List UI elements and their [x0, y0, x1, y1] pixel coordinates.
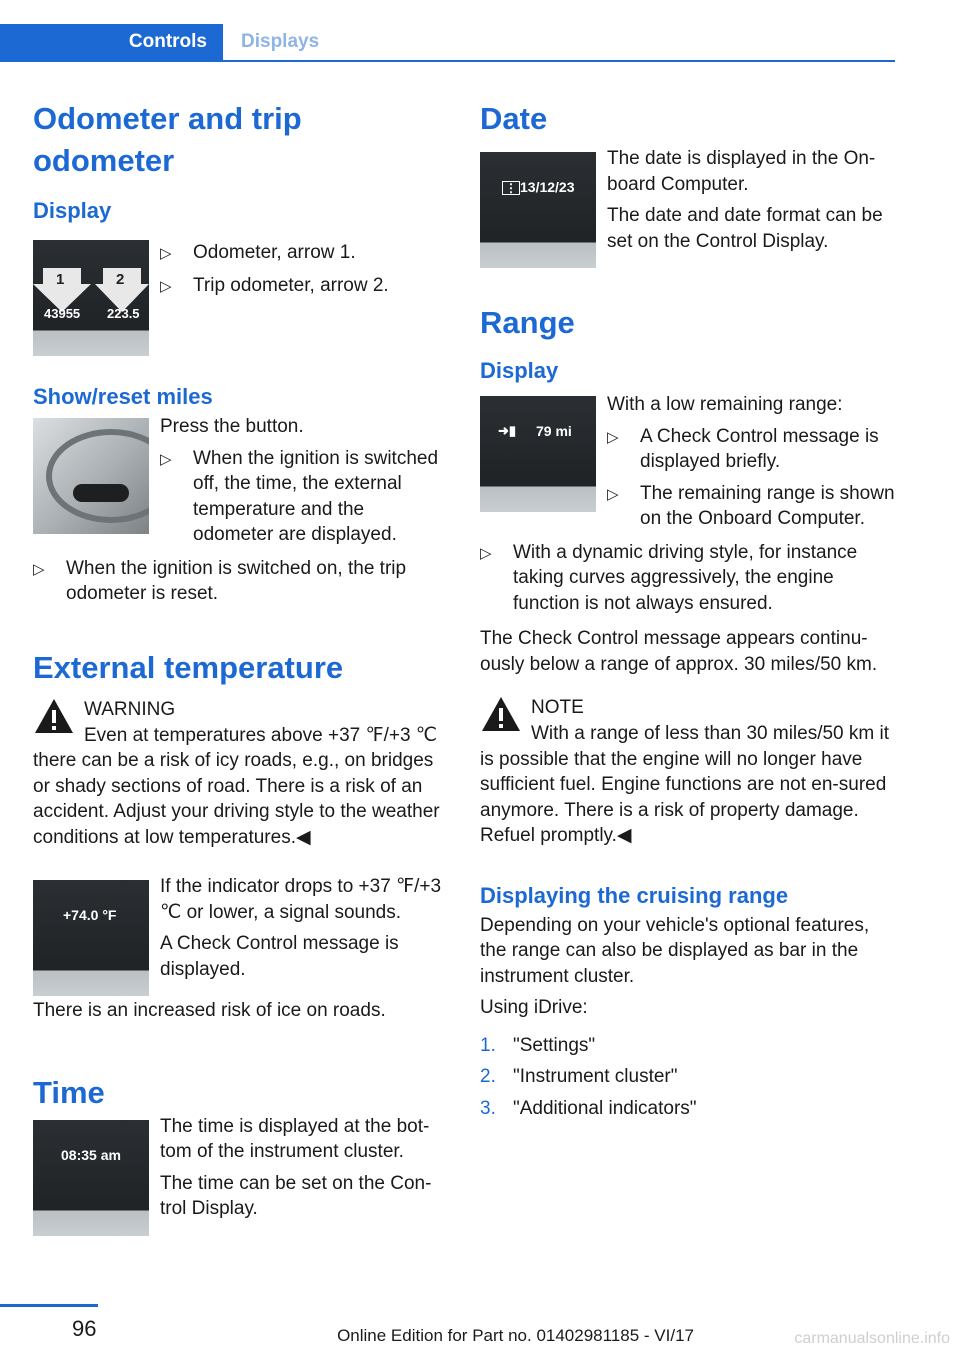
- note-label: NOTE: [531, 697, 584, 718]
- cruising-range-heading: Displaying the cruising range: [480, 882, 789, 908]
- warning-icon: [33, 697, 75, 735]
- triangle-bullet-icon: ▷: [160, 277, 172, 295]
- odometer-display-subheading: Display: [33, 198, 112, 223]
- header-bar: [0, 24, 895, 62]
- step-number: 2.: [480, 1066, 496, 1087]
- odometer-arrows-icon: [33, 256, 149, 336]
- cruising-para-1: Depending on your vehicle's optional features, the range can also be displayed as bar in the instrument cluster.: [480, 914, 870, 987]
- temperature-para-2: A Check Control message is displayed.: [160, 933, 399, 980]
- right-column: [480, 98, 898, 1127]
- show-reset-heading: Show/reset miles: [33, 384, 213, 409]
- temperature-image: [33, 880, 149, 996]
- range-intro: With a low remaining range:: [607, 394, 843, 415]
- triangle-bullet-icon: ▷: [480, 544, 492, 562]
- list-item: [480, 540, 898, 617]
- list-item: [607, 481, 898, 532]
- list-item-text: A Check Control message is displayed briefly.: [640, 425, 879, 472]
- list-item-text: Odometer, arrow 1.: [193, 242, 356, 263]
- range-display-subheading: Display: [480, 358, 559, 383]
- list-item: [160, 446, 448, 548]
- odometer-value: 43955: [44, 306, 81, 321]
- time-image: [33, 1120, 149, 1236]
- temperature-para-1: If the indicator drops to +37 ℉/+3 ℃ or lower, a signal sounds.: [160, 876, 442, 923]
- watermark: carmanualsonline.info: [794, 1330, 950, 1347]
- reset-button-icon: [33, 418, 149, 534]
- range-para: The Check Control message appears continu‐ously below a range of approx. 30 miles/50 km.: [480, 628, 878, 675]
- step-text: "Settings": [513, 1034, 596, 1056]
- list-item: [160, 273, 448, 300]
- date-para-2: The date and date format can be set on the Control Display.: [607, 205, 883, 252]
- range-text: [607, 392, 898, 538]
- edition-text: Online Edition for Part no. 01402981185 - VI/17: [337, 1326, 694, 1345]
- step-number: 1.: [480, 1034, 496, 1056]
- list-item-text: The remaining range is shown on the Onboard Computer.: [640, 482, 895, 529]
- date-block: [480, 148, 898, 268]
- triangle-bullet-icon: ▷: [607, 485, 619, 503]
- cruising-steps: [480, 1033, 898, 1122]
- show-reset-text: [160, 414, 448, 554]
- list-item: [33, 556, 448, 607]
- note-text: With a range of less than 30 miles/50 km it is possible that the engine will no longer have sufficient fuel. Engine functions are not en‐sured anymore. There is a risk of property damage. Refuel promptly.◀: [480, 723, 889, 846]
- odometer-block: [33, 240, 448, 356]
- time-text: [160, 1114, 448, 1236]
- list-item: [480, 1064, 898, 1090]
- time-readout: 08:35 am: [61, 1146, 121, 1163]
- list-item-text: When the ignition is switched on, the trip odometer is reset.: [66, 557, 407, 604]
- temperature-readout: +74.0 °F: [63, 907, 117, 923]
- step-number: 3.: [480, 1097, 496, 1119]
- tab-controls[interactable]: Controls: [0, 24, 223, 60]
- triangle-bullet-icon: ▷: [33, 560, 45, 578]
- range-readout: 79 mi: [536, 423, 572, 439]
- temperature-para-3: There is an increased risk of ice on roads.: [33, 1000, 386, 1021]
- time-para-1: The time is displayed at the bot‐tom of the instrument cluster.: [160, 1115, 430, 1162]
- odometer-arrow-1-label: 1: [56, 271, 65, 288]
- tab-displays[interactable]: Displays: [241, 31, 320, 52]
- external-temp-heading: External temperature: [33, 649, 344, 685]
- date-text: [607, 146, 898, 268]
- range-heading: Range: [480, 305, 575, 340]
- odometer-arrow-2-label: 2: [116, 271, 125, 288]
- list-item-text: With a dynamic driving style, for instance taking curves aggressively, the engine function is not always ensured.: [513, 541, 858, 614]
- left-column: [33, 98, 448, 1236]
- triangle-bullet-icon: ▷: [160, 450, 172, 468]
- range-outer-list: [480, 540, 898, 617]
- warning-block: [33, 697, 448, 851]
- page-number: 96: [72, 1316, 97, 1341]
- list-item: [160, 240, 448, 267]
- date-heading: Date: [480, 101, 548, 136]
- time-para-2: The time can be set on the Con‐trol Display.: [160, 1172, 432, 1219]
- range-image: [480, 396, 596, 512]
- time-heading: Time: [33, 1074, 105, 1110]
- show-reset-intro: Press the button.: [160, 416, 304, 437]
- odometer-bullets: [160, 240, 448, 356]
- range-block: [480, 396, 898, 538]
- temperature-text: [160, 874, 448, 996]
- show-reset-block: [33, 414, 448, 554]
- time-block: [33, 1115, 448, 1236]
- date-readout: 13/12/23: [520, 179, 575, 195]
- list-item: [480, 1033, 898, 1059]
- warning-text: Even at temperatures above +37 ℉/+3 ℃ there can be a risk of icy roads, e.g., on bridges or shady sections of road. There is a risk of an accident. Adjust your driving style to the weather conditions at low temperatures.◀: [33, 724, 440, 848]
- temperature-block: [33, 876, 448, 996]
- date-image: [480, 152, 596, 268]
- list-item-text: Trip odometer, arrow 2.: [193, 274, 389, 296]
- trip-odometer-value: 223.5: [107, 306, 140, 321]
- footer-rule: [0, 1304, 98, 1307]
- note-warning-icon: [480, 695, 522, 733]
- triangle-bullet-icon: ▷: [607, 428, 619, 446]
- warning-label: WARNING: [84, 698, 176, 720]
- calendar-icon: ⋮: [502, 181, 520, 195]
- list-item: [480, 1096, 898, 1122]
- reset-button-image: [33, 418, 149, 534]
- odometer-image: [33, 240, 149, 356]
- show-reset-outer-list: [33, 556, 448, 607]
- cruising-para-2: Using iDrive:: [480, 997, 588, 1018]
- list-item-text: When the ignition is switched off, the time, the external temperature and the odometer are displayed.: [193, 447, 439, 545]
- step-text: "Additional indicators": [513, 1097, 697, 1119]
- list-item: [607, 424, 898, 475]
- triangle-bullet-icon: ▷: [160, 245, 172, 262]
- date-para-1: The date is displayed in the On‐board Computer.: [607, 148, 876, 195]
- note-block: [480, 695, 898, 849]
- odometer-heading: Odometer and trip odometer: [33, 101, 302, 178]
- step-text: "Instrument cluster": [513, 1066, 678, 1087]
- fuel-pump-icon: ➜▮: [498, 423, 517, 438]
